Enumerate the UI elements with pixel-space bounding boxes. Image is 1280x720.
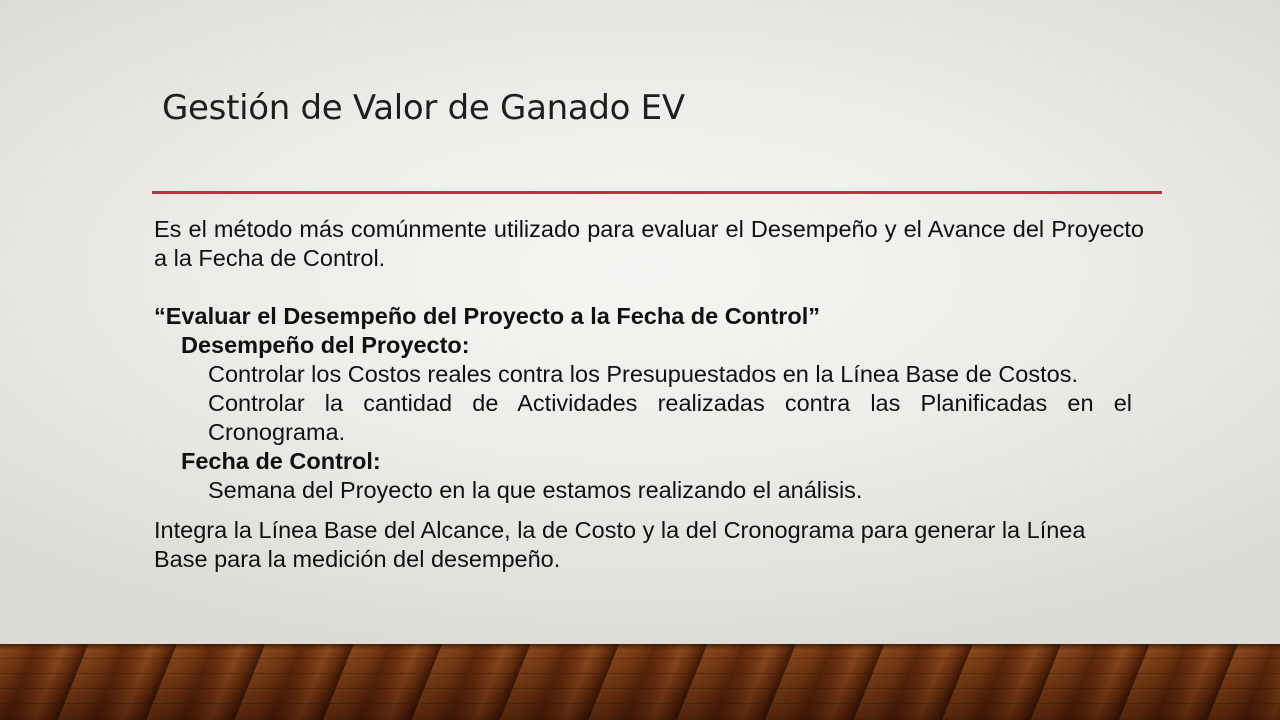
slide-title: Gestión de Valor de Ganado EV xyxy=(162,88,685,128)
section-heading-fecha-control: Fecha de Control: xyxy=(181,448,381,474)
quote-heading: “Evaluar el Desempeño del Proyecto a la Fecha de Control” xyxy=(154,303,821,329)
intro-paragraph: Es el método más comúnmente utilizado para evaluar el Desempeño y el Avance del Proyecto a la Fecha de Control. xyxy=(154,216,1144,271)
wood-floor-grain xyxy=(0,644,1280,720)
slide-body xyxy=(154,215,1144,574)
title-divider xyxy=(152,191,1162,194)
section-item-semana: Semana del Proyecto en la que estamos realizando el análisis. xyxy=(208,477,863,503)
section-heading-desempeno: Desempeño del Proyecto: xyxy=(181,332,470,358)
closing-paragraph: Integra la Línea Base del Alcance, la de Costo y la del Cronograma para generar la Línea Base para la medición del desempeño. xyxy=(154,517,1086,572)
section-item-actividades: Controlar la cantidad de Actividades realizadas contra las Planificadas en el Cronograma. xyxy=(208,390,1132,445)
section-item-costos: Controlar los Costos reales contra los Presupuestados en la Línea Base de Costos. xyxy=(208,361,1078,387)
